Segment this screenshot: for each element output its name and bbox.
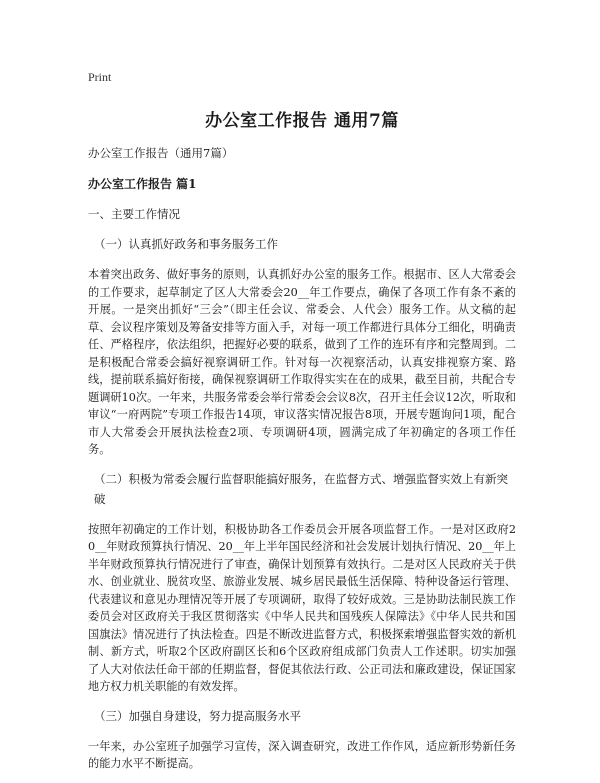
print-label[interactable]: Print: [88, 70, 112, 84]
sub-heading-1: （一）认真抓好政务和事务服务工作: [94, 237, 278, 251]
document-title: 办公室工作报告 通用7篇: [205, 111, 399, 131]
paragraph-1: 本着突出政务、做好事务的原则，认真抓好办公室的服务工作。根据市、区人大常委会的工作要求，起草制定了区人大常委会20__年工作要点，确保了各项工作有条不紊的开展。一是突出抓好“三会”（即主任会议、常委会、人代会）服务工作。从文稿的起草、会议程序策划及筹备安排等方面入手，对每一项工作都进行具体分工细化，明确责任、严格程序，依法组织，把握好必要的联系，做到了工作的连环有序和完整周到。二是积极配合常委会搞好视察调研工作。针对每一次视察活动，认真安排视察方案、路线，提前联系搞好衔接，确保视察调研工作取得实实在在的成果，截至目前，共配合专题调研10次。一年来，共服务常委会举行常委会会议8次，召开主任会议12次，听取和审议“一府两院”专项工作报告14项，审议落实情况报告8项，开展专题询问1项，配合市人大常委会开展执法检查2项、专项调研4项，圆满完成了年初确定的各项工作任务。: [88, 268, 516, 456]
sub-heading-2: （二）积极为常委会履行监督职能搞好服务，在监督方式、增强监督实效上有新突破: [94, 471, 508, 506]
list-heading: 一、主要工作情况: [88, 207, 180, 221]
sub-heading-3: （三）加强自身建设，努力提高服务水平: [94, 708, 301, 723]
section-heading: 办公室工作报告 篇1: [88, 177, 197, 191]
document-subtitle: 办公室工作报告（通用7篇）: [88, 146, 234, 160]
paragraph-2: 按照年初确定的工作计划，积极协助各工作委员会开展各项监督工作。一是对区政府20__年财政预算执行情况、20__年上半年国民经济和社会发展计划执行情况、20__年上半年财政预算执行情况进行了审查，确保计划预算有效执行。二是对区人民政府关于供水、创业就业、脱贫攻坚、旅游业发展、城乡居民最低生活保障、特种设备运行管理、代表建议和意见办理情况等开展了专项调研，取得了较好成效。三是协助法制民族工作委员会对区政府关于我区贯彻落实《中华人民共和国残疾人保障法》《中华人民共和国国旗法》情况进行了执法检查。四是不断改进监督方式，积极探索增强监督实效的新机制、新方式，听取2个区政府副区长和6个区政府组成部门负责人工作述职。切实加强了人大对依法任命干部的任期监督，督促其依法行政、公正司法和廉政建设，保证国家地方权力机关职能的有效发挥。: [88, 522, 516, 693]
document-page: [88, 70, 516, 783]
paragraph-3: 一年来，办公室班子加强学习宣传，深入调查研究，改进工作作风，适应新形势新任务的能力水平不断提高。: [88, 739, 516, 770]
